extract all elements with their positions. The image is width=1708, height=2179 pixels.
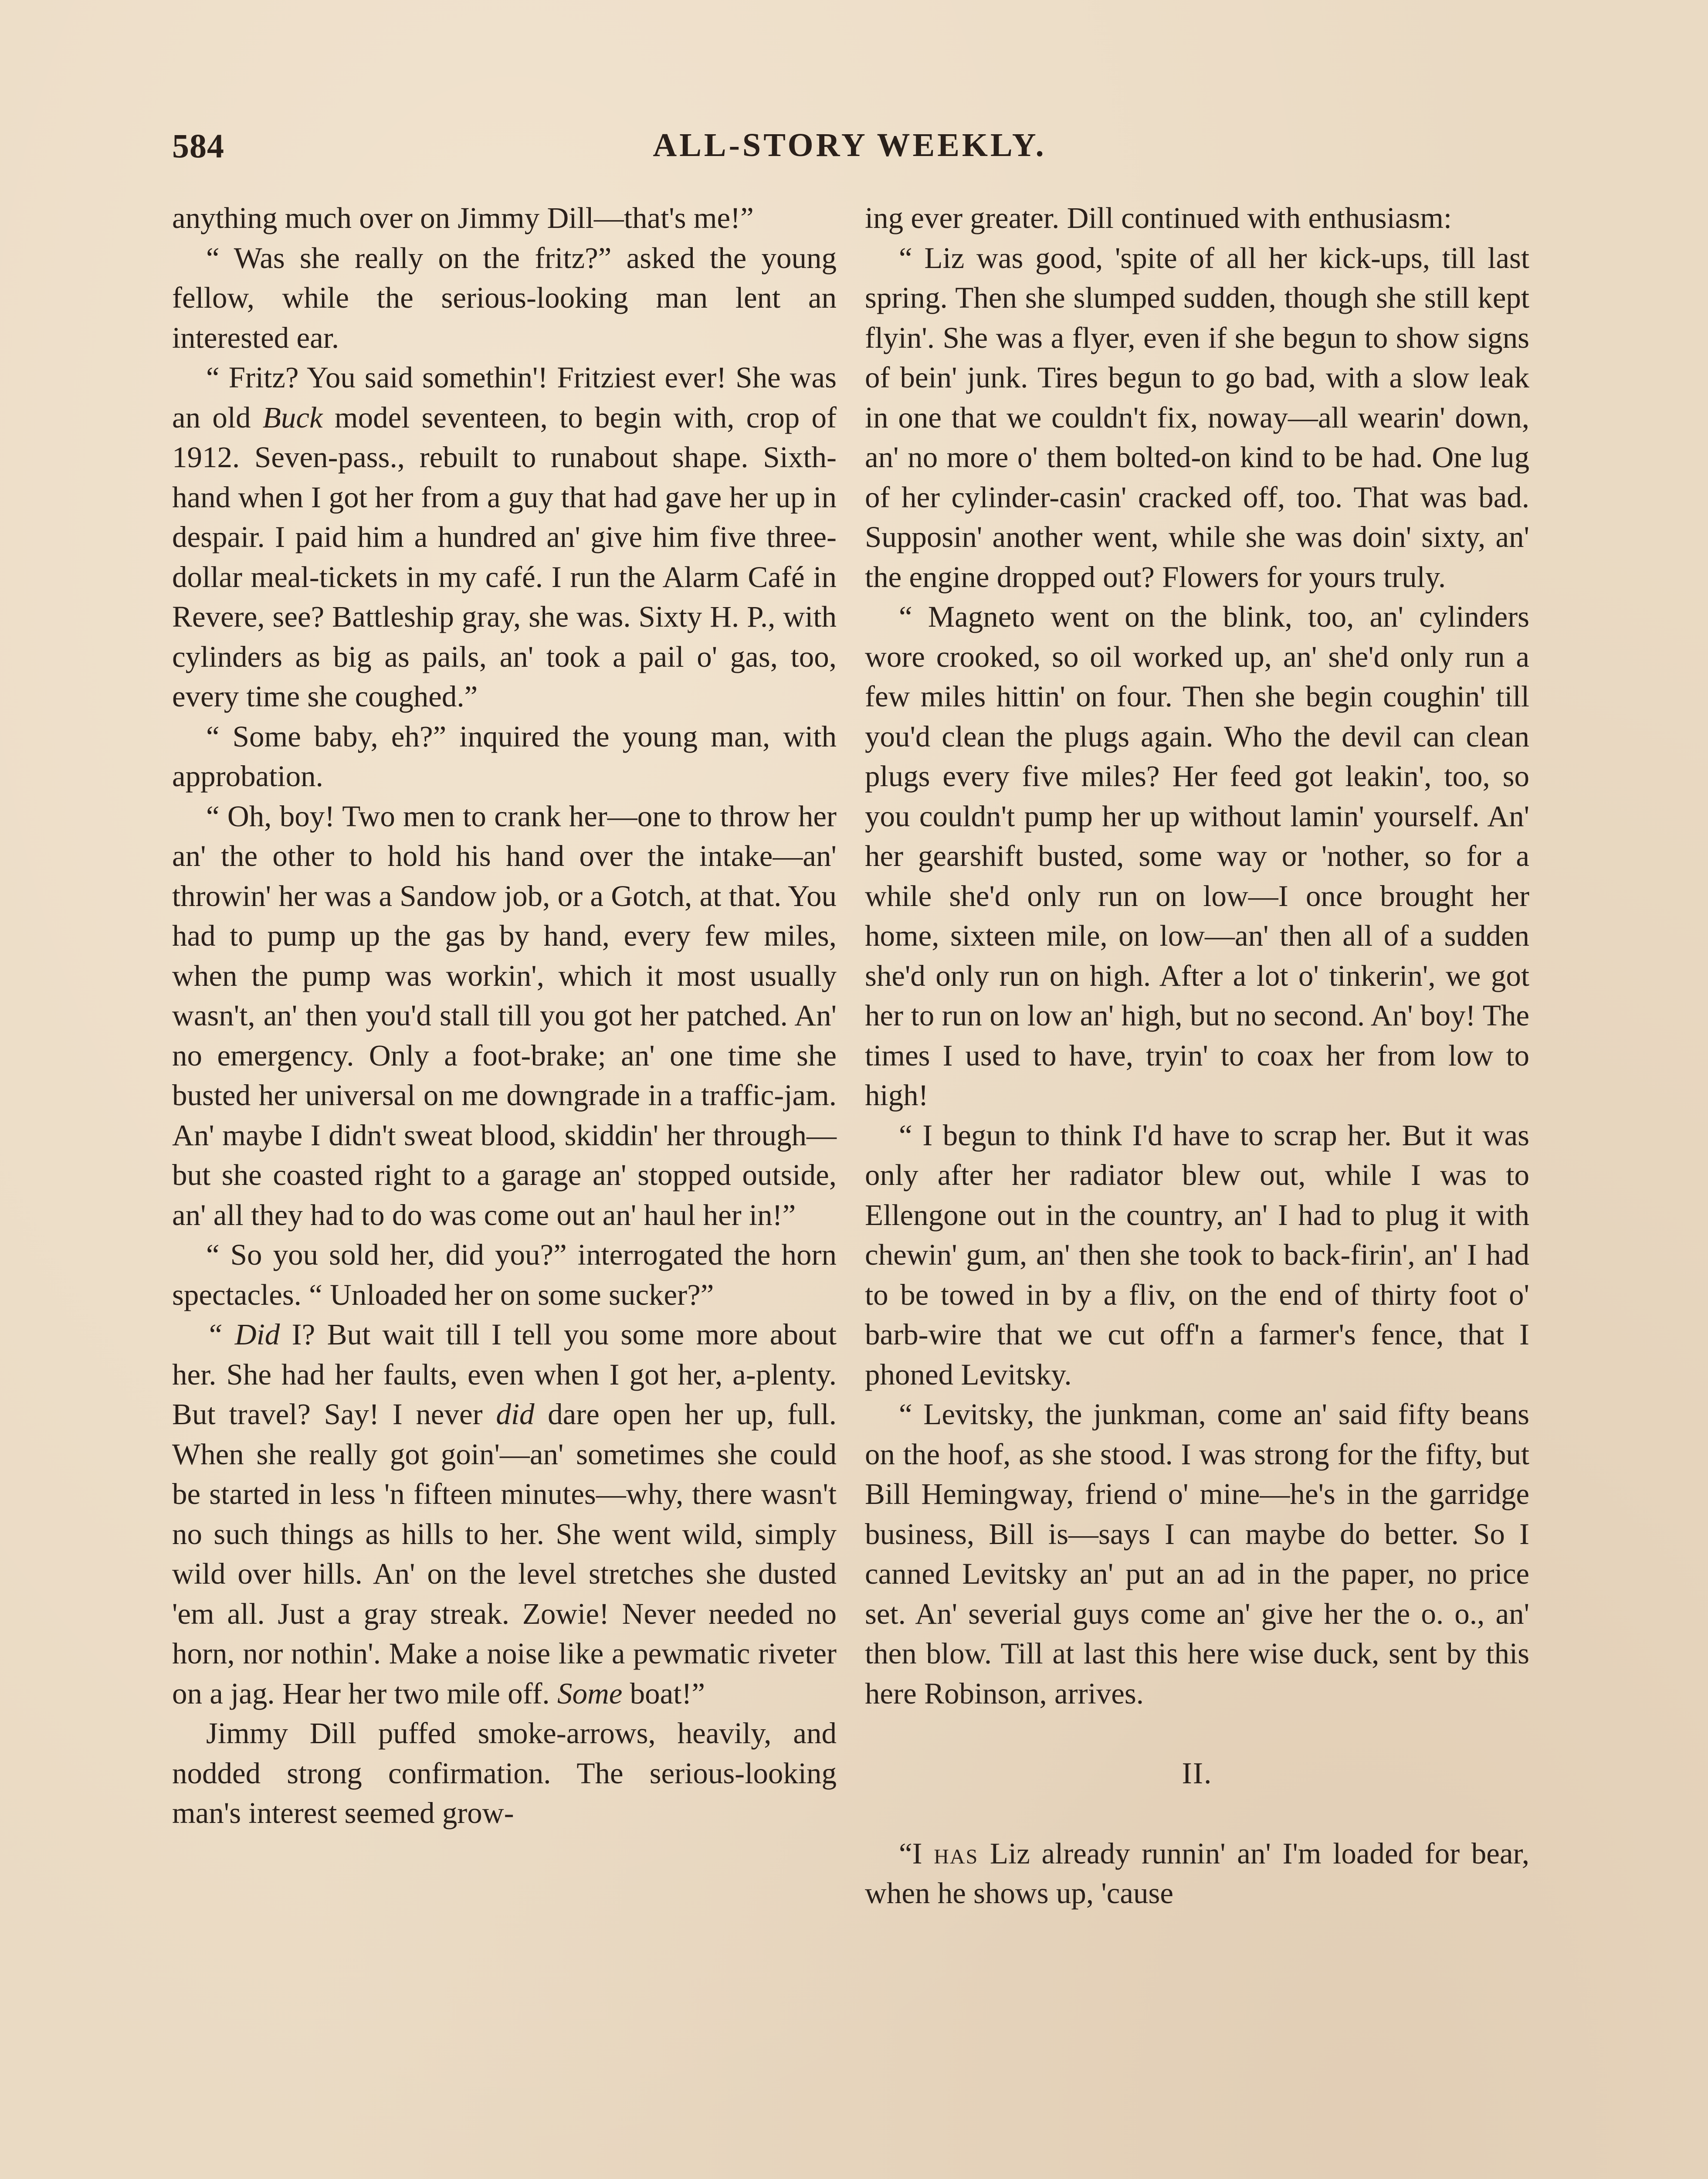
- running-head: ALL-STORY WEEKLY.: [653, 127, 1047, 163]
- paragraph: “ Oh, boy! Two men to crank her—one to throw her an' the other to hold his hand over the intake—an' throwin' her was a Sandow job, or a Gotch, at that. You had to pump up the gas by hand, every few miles, when the pump was workin', which it most usually wasn't, an' then you'd stall till you got her patched. An' no emergency. Only a foot-brake; an' one time she busted her universal on me downgrade in a traffic-jam. An' maybe I didn't sweat blood, skiddin' her through—but she coasted right to a garage an' stopped outside, an' all they had to do was come out an' haul her in!”: [172, 799, 837, 1232]
- paragraph: [172, 1315, 837, 1714]
- page-number: 584: [172, 127, 224, 165]
- text-span: dare open her up, full. When she really got goin'—an' sometimes she could be started in less 'n fifteen minutes—why, there wasn't no such things as hills to her. She went wild, simply wild over hills. An' on the level stretches she dusted 'em all. Just a gray streak. Zowie! Never needed no horn, nor nothin'. Make a noise like a pewmatic riveter on a jag. Hear her two mile off.: [172, 1398, 837, 1710]
- paragraph: anything much over on Jimmy Dill—that's me!”: [172, 201, 754, 234]
- paragraph: “ I begun to think I'd have to scrap her. But it was only after her radiator blew out, while I was to Ellengone out in the country, an' I had to plug it with chewin' gum, an' then she took to back-firin', an' I had to be towed in by a fliv, on the end of thirty foot o' barb-wire that we cut off'n a farmer's fence, that I phoned Levitsky.: [865, 1118, 1529, 1391]
- right-column: [865, 198, 1529, 1914]
- paragraph: “ Was she really on the fritz?” asked the young fellow, while the serious-looking man lent an interested ear.: [172, 241, 837, 354]
- paragraph: “ Magneto went on the blink, too, an' cylinders wore crooked, so oil worked up, an' she'd only run a few miles hittin' on four. Then she begin coughin' till you'd clean the plugs again. Who the devil can clean plugs every five miles? Her feed got leakin', too, so you couldn't pump her up without lamin' yourself. An' her gearshift busted, some way or 'nother, so for a while she'd only run on low—I once brought her home, sixteen mile, on low—an' then all of a sudden she'd only run on high. After a lot o' tinkerin', we got her to run on low an' high, but no second. An' boy! The times I used to have, tryin' to coax her from low to high!: [865, 600, 1529, 1112]
- paragraph: [865, 1834, 1529, 1914]
- italic-text: did: [496, 1398, 535, 1431]
- italic-text: Buck: [262, 401, 323, 434]
- small-caps-text: has: [934, 1836, 979, 1870]
- paragraph: ing ever greater. Dill continued with enthusiasm:: [865, 201, 1452, 234]
- text-span: Liz already runnin' an' I'm loaded for bear, when he shows up, 'cause: [865, 1836, 1530, 1910]
- italic-text: “ Did: [206, 1318, 280, 1351]
- text-span: boat!”: [622, 1677, 705, 1710]
- text-span: I? But wait till I tell you some more about her. She had her faults, even when I got her, a-plenty. But travel? Say! I never: [172, 1318, 837, 1431]
- italic-text: Some: [557, 1677, 623, 1710]
- paragraph: [172, 358, 837, 717]
- paragraph: “ Some baby, eh?” inquired the young man, with approbation.: [172, 720, 837, 793]
- left-column: [172, 198, 837, 1833]
- text-span: model seventeen, to begin with, crop of 1912. Seven-pass., rebuilt to runabout shape. Sixth-hand when I got her from a guy that had gave her up in despair. I paid him a hundred an' give him five three-dollar meal-tickets in my café. I run the Alarm Café in Revere, see? Battleship gray, she was. Sixty H. P., with cylinders as big as pails, an' took a pail o' gas, too, every time she coughed.”: [172, 401, 837, 713]
- text-span: “ Fritz? You said somethin'! Fritziest ever! She was an old: [172, 361, 837, 434]
- paragraph: “ So you sold her, did you?” interrogated the horn spectacles. “ Unloaded her on some sucker?”: [172, 1238, 837, 1311]
- page-header: [172, 126, 1527, 179]
- paragraph: Jimmy Dill puffed smoke-arrows, heavily, and nodded strong confirmation. The serious-looking man's interest seemed grow-: [172, 1717, 837, 1829]
- section-heading: II.: [1182, 1757, 1213, 1790]
- paragraph: “ Levitsky, the junkman, come an' said fifty beans on the hoof, as she stood. I was strong for the fifty, but Bill Hemingway, friend o' mine—he's in the garridge business, Bill is—says I can maybe do better. So I canned Levitsky an' put an ad in the paper, no price set. An' severial guys come an' give her the o. o., an' then blow. Till at last this here wise duck, sent by this here Robinson, arrives.: [865, 1398, 1529, 1710]
- paragraph: “ Liz was good, 'spite of all her kick-ups, till last spring. Then she slumped sudden, though she still kept flyin'. She was a flyer, even if she begun to show signs of bein' junk. Tires begun to go bad, with a slow leak in one that we couldn't fix, noway—all wearin' down, an' no more o' them bolted-on kind to be had. One lug of her cylinder-casin' cracked off, too. That was bad. Supposin' another went, while she was doin' sixty, an' the engine dropped out? Flowers for yours truly.: [865, 241, 1529, 594]
- text-span: “I: [899, 1836, 934, 1870]
